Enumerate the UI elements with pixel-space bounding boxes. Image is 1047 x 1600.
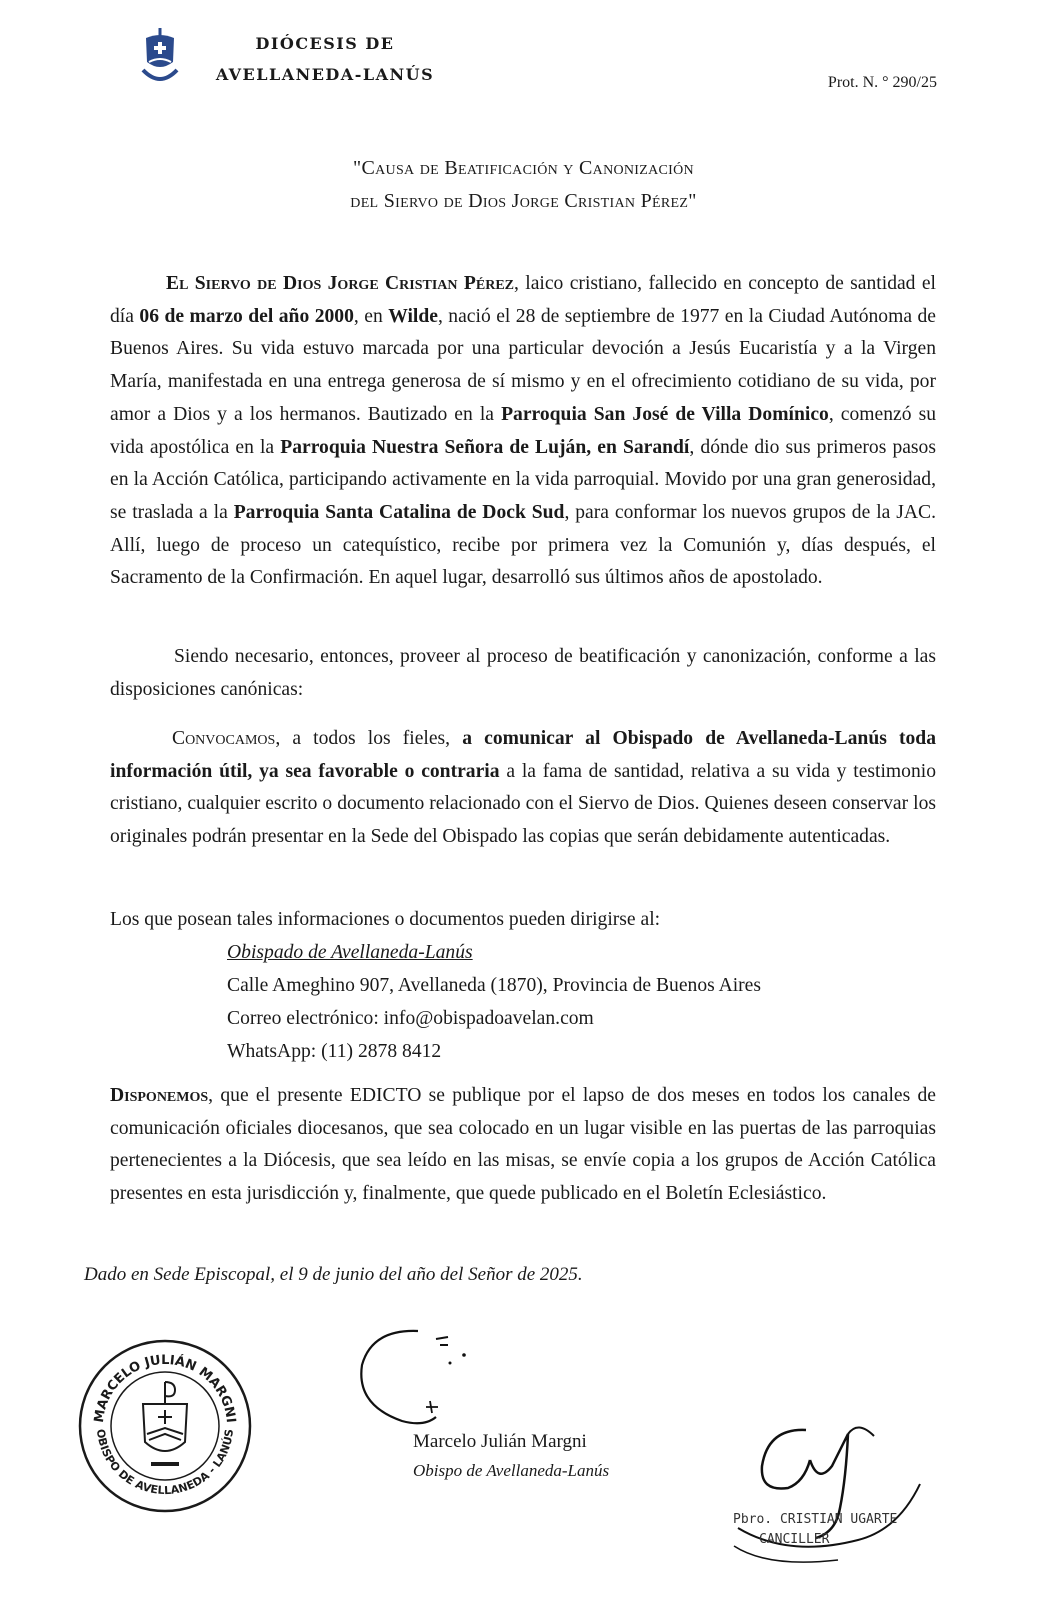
bishop-role: Obispo de Avellaneda-Lanús <box>413 1461 610 1480</box>
baptism-parish: Parroquia San José de Villa Domínico <box>501 403 829 425</box>
bishop-name: Marcelo Julián Margni <box>413 1431 587 1452</box>
p3-text-b: a la fama de santidad, relativa a su vida y testimonio cristiano, cualquier escrito o documento relacionado con el Siervo de Dios. Quienes deseen conservar los originales podrán presentar en la Sede del Obispado las copias que serán debidamente autenticadas. <box>110 760 936 848</box>
chancellor-block <box>733 1510 897 1550</box>
svg-text:OBISPO DE AVELLANEDA - LANÚS: OBISPO DE AVELLANEDA - LANÚS <box>93 1428 237 1498</box>
title-line-1: "Causa de Beatificación y Canonización <box>353 157 694 179</box>
street-address: Calle Ameghino 907, Avellaneda (1870), Provincia de Buenos Aires <box>227 975 762 996</box>
episcopal-seal-icon <box>77 1338 253 1514</box>
p5-text: , que el presente EDICTO se publique por el lapso de dos meses en todos los canales de comunicación oficiales diocesanos, que sea colocado en un lugar visible en las puertas de las parroquias pertenecientes a la Diócesis, que sea leído en las misas, se envíe copia a los grupos de Acción Católica presentes en esta jurisdicción y, finalmente, que quede publicado en el Boletín Eclesiástico. <box>110 1085 936 1205</box>
p1-text-f: , para conformar los nuevos grupos de la JAC. Allí, luego de proceso un catequístico, recibe por primera vez la Comunión y, días después, el Sacramento de la Confirmación. En aquel lugar, desarrolló sus últimos años de apostolado. <box>110 501 936 589</box>
office-name: Obispado de Avellaneda-Lanús <box>227 942 473 963</box>
title-line-2: del Siervo de Dios Jorge Cristian Pérez" <box>350 190 697 212</box>
p3-emphasis: a comunicar al Obispado de Avellaneda-Lanús toda información útil, ya sea favorable o contraria <box>110 728 936 782</box>
p1-text-d: , comenzó su vida apostólica en la <box>110 403 937 458</box>
bishop-signature-icon <box>352 1325 492 1437</box>
disponemos-word: Disponemos <box>110 1085 209 1106</box>
convocamos-word: Convocamos <box>172 728 276 749</box>
bishop-signature-block <box>413 1427 609 1485</box>
convocation-paragraph <box>110 723 936 854</box>
diocese-name <box>215 28 435 90</box>
provision-paragraph: Siendo necesario, entonces, proveer al proceso de beatificación y canonización, conforme a las disposiciones canónicas: <box>110 646 936 700</box>
protocol-number: Prot. N. ° 290/25 <box>827 74 937 91</box>
diocese-line-1: DIÓCESIS DE <box>255 34 395 53</box>
disposition-paragraph <box>110 1080 936 1211</box>
whatsapp-number: WhatsApp: (11) 2878 8412 <box>227 1041 442 1062</box>
email-address: Correo electrónico: info@obispadoavelan.com <box>227 1008 594 1029</box>
death-place: Wilde <box>388 305 438 327</box>
apostolic-parish: Parroquia Nuestra Señora de Luján, en Sarandí <box>280 436 690 458</box>
document-title <box>0 152 1047 218</box>
dated-line: Dado en Sede Episcopal, el 9 de junio del año del Señor de 2025. <box>84 1264 583 1285</box>
p3-text-a: , a todos los fieles, <box>275 728 463 749</box>
p1-text-b: , en <box>353 305 389 327</box>
chancellor-name: Pbro. CRISTIAN UGARTE <box>733 1512 898 1527</box>
diocese-crest-icon <box>140 28 180 84</box>
p1-text-a: , laico cristiano, fallecido en concepto de santidad el día <box>110 273 936 327</box>
chancellor-title: CANCILLER <box>759 1532 830 1547</box>
final-parish: Parroquia Santa Catalina de Dock Sud <box>233 501 565 523</box>
servant-name: El Siervo de Dios Jorge Cristian Pérez <box>166 273 514 294</box>
contact-intro: Los que posean tales informaciones o documentos pueden dirigirse al: <box>110 909 661 930</box>
p1-text-e: , dónde dio sus primeros pasos en la Acción Católica, participando activamente en la vida parroquial. Movido por una gran generosidad, se traslada a la <box>110 436 936 523</box>
death-date: 06 de marzo del año 2000 <box>139 305 354 327</box>
p1-text-c: , nació el 28 de septiembre de 1977 en la Ciudad Autónoma de Buenos Aires. Su vida estuvo marcada por una particular devoción a Jesús Eucaristía y a la Virgen María, manifestada en una entrega generosa de sí mismo y en el ofrecimiento cotidiano de su vida, por amor a Dios y a los hermanos. Bautizado en la <box>110 305 936 425</box>
contact-address <box>227 936 761 1068</box>
svg-text:MARCELO JULIÁN MARGNI: MARCELO JULIÁN MARGNI <box>91 1353 238 1424</box>
biography-paragraph <box>110 268 936 595</box>
diocese-line-2: AVELLANEDA-LANÚS <box>215 65 435 84</box>
